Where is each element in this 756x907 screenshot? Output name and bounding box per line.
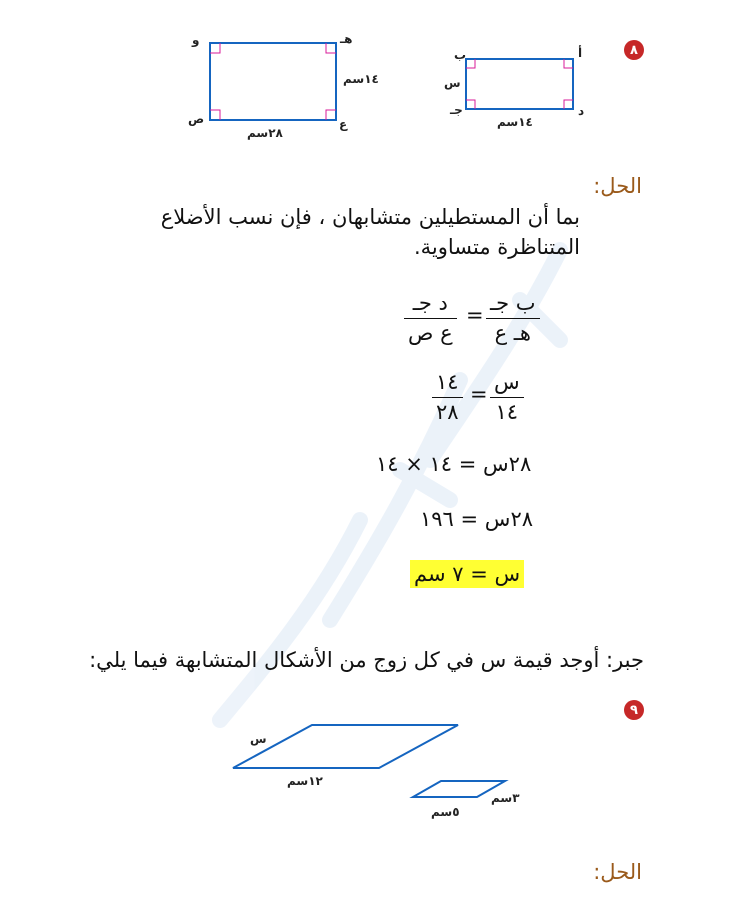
equals-sign: =: [466, 303, 484, 327]
solution-heading: الحل:: [593, 174, 642, 198]
fraction-right: [490, 369, 524, 426]
vertex-label: ب: [454, 48, 467, 62]
final-answer: [410, 562, 524, 586]
right-angle-marks-right: [466, 59, 573, 109]
side-length-label: ١٢سم: [287, 774, 323, 788]
right-angle-marks-left: [210, 43, 336, 120]
fraction-left: [404, 290, 457, 347]
solution-explanation: بما أن المستطيلين متشابهان ، فإن نسب الأضلاع المتناظرة متساوية.: [160, 205, 580, 259]
side-length-label: ٥سم: [431, 805, 460, 819]
numerator: س: [494, 370, 520, 394]
answer-highlight: س = ٧ سم: [410, 560, 524, 588]
denominator: ١٤: [495, 400, 519, 424]
algebra-prompt: جبر: أوجد قيمة س في كل زوج من الأشكال المتشابهة فيما يلي:: [89, 648, 644, 672]
parallelogram-large: [233, 725, 458, 768]
vertex-label: أ: [578, 46, 583, 60]
equation-line: ٢٨س = ١٤ × ١٤: [376, 452, 532, 476]
fraction-left: [432, 369, 463, 426]
vertex-label: هـ: [340, 32, 353, 46]
side-length-label: ١٤سم: [497, 115, 533, 129]
vertex-label: و: [192, 33, 200, 47]
rectangle-right: [466, 59, 573, 109]
equals-sign: =: [470, 382, 488, 406]
equation-line: ٢٨س = ١٩٦: [420, 507, 533, 531]
denominator: ع ص: [408, 321, 453, 345]
side-length-label: ١٤سم: [343, 72, 379, 86]
numerator: ب جـ: [490, 291, 536, 315]
rectangle-left: [210, 43, 336, 120]
vertex-label: ع: [339, 117, 348, 131]
numerator: ١٤: [436, 370, 459, 394]
problem-9-badge: ٩: [624, 700, 644, 720]
numerator: د جـ: [412, 291, 448, 315]
vertex-label: د: [578, 104, 585, 118]
vertex-label: جـ: [450, 103, 463, 117]
side-length-label: ٣سم: [491, 791, 520, 805]
side-length-label: س: [444, 76, 461, 90]
fraction-right: [486, 290, 540, 347]
side-length-label: ٢٨سم: [247, 126, 283, 140]
denominator: ٢٨: [436, 400, 459, 424]
side-length-label: س: [250, 732, 267, 746]
solution-heading: الحل:: [593, 860, 642, 884]
denominator: هـ ع: [494, 321, 532, 345]
problem-8-badge: ٨: [624, 40, 644, 60]
vertex-label: ص: [188, 112, 205, 126]
